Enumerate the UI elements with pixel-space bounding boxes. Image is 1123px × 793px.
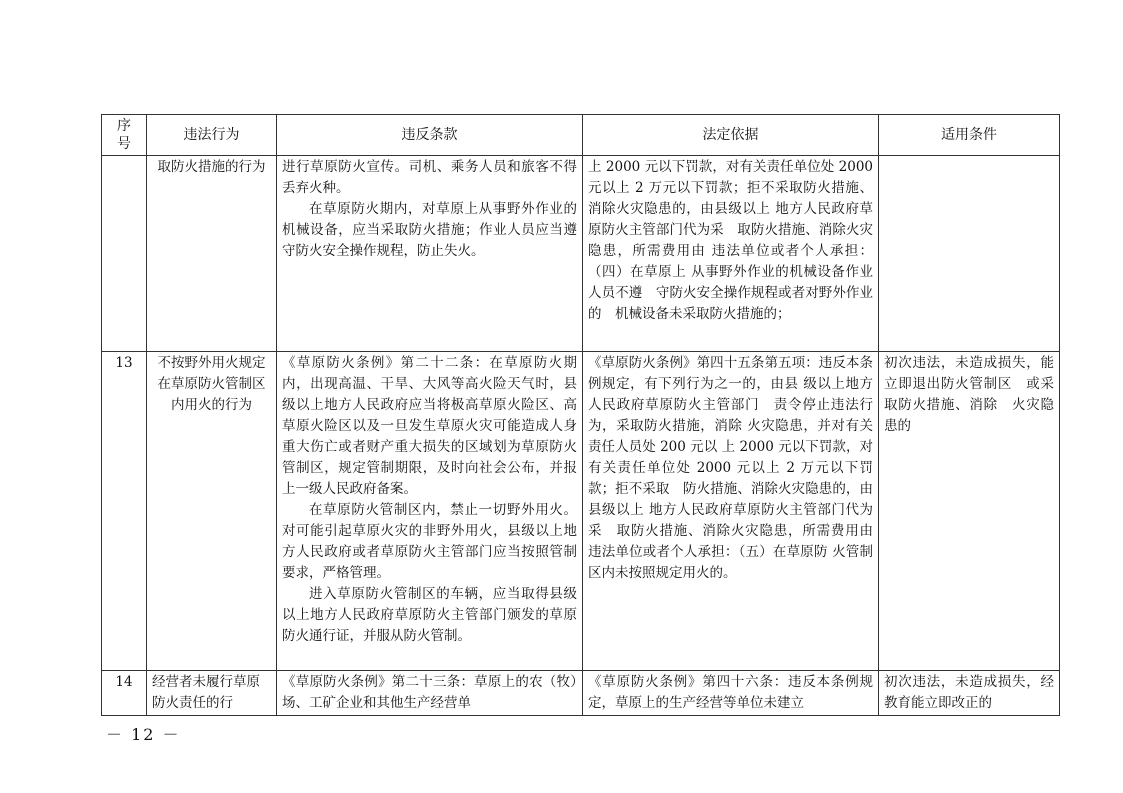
row-behavior: 不按野外用火规定在草原防火管制区内用火的行为 [147,352,277,671]
header-row [102,115,1060,156]
table-row [102,156,1060,352]
row-condition: 初次违法，未造成损失，经教育能立即改正的 [879,671,1060,716]
row-basis: 《草原防火条例》第四十六条：违反本条例规定，草原上的生产经营等单位未建立 [583,671,879,716]
row-clause: 进行草原防火宣传。司机、乘务人员和旅客不得丢弃火种。 在草原防火期内，对草原上从事野外作业的机械设备，应当采取防火措施；作业人员应当遵守防火安全操作规程，防止失火。 [277,156,583,352]
row-basis: 《草原防火条例》第四十五条第五项：违反本条例规定，有下列行为之一的，由县 级以上地方人民政府草原防火主管部门 责令停止违法行为，采取防火措施，消除 火灾隐患，并对有关责任人员处 200 元以 上 2000 元以下罚款，对有关责任单位处 2000 元以上 2 万元以下罚款；拒不采取 防火措施、消除火灾隐患的，由县级以上 地方人民政府草原防火主管部门代为采 取防火措施、消除火灾隐患，所需费用由 违法单位或者个人承担：（五）在草原防 火管制区内未按照规定用火的。 [583,352,879,671]
header-no: 序 号 [102,115,147,156]
header-clause: 违反条款 [277,115,583,156]
row-behavior: 经营者未履行草原防火责任的行 [147,671,277,716]
row-condition [879,156,1060,352]
row-number: 13 [102,352,147,671]
header-basis: 法定依据 [583,115,879,156]
page-number: － 12 － [106,725,181,744]
header-behavior: 违法行为 [147,115,277,156]
table-row [102,352,1060,671]
row-clause: 《草原防火条例》第二十二条：在草原防火期内，出现高温、干旱、大风等高火险天气时，县级以上地方人民政府应当将极高草原火险区、高草原火险区以及一旦发生草原火灾可能造成人身重大伤亡或者财产重大损失的区域划为草原防火管制区，规定管制期限，及时向社会公布，并报上一级人民政府备案。 在草原防火管制区内，禁止一切野外用火。对可能引起草原火灾的非野外用火，县级以上地方人民政府或者草原防火主管部门应当按照管制要求，严格管理。 进入草原防火管制区的车辆，应当取得县级以上地方人民政府草原防火主管部门颁发的草原防火通行证，并服从防火管制。 [277,352,583,671]
regulation-table [101,114,1060,716]
row-number: 14 [102,671,147,716]
table-row [102,671,1060,716]
header-condition: 适用条件 [879,115,1060,156]
row-behavior: 取防火措施的行为 [147,156,277,352]
row-number [102,156,147,352]
row-condition: 初次违法，未造成损失，能立即退出防火管制区 或采取防火措施、消除 火灾隐患的 [879,352,1060,671]
row-basis: 上 2000 元以下罚款，对有关责任单位处 2000 元以上 2 万元以下罚款；拒不采取防火措施、消除火灾隐患的，由县级以上 地方人民政府草原防火主管部门代为采 取防火措施、消除火灾隐患，所需费用由 违法单位或者个人承担：（四）在草原上 从事野外作业的机械设备作业人员不遵 守防火安全操作规程或者对野外作业的 机械设备未采取防火措施的； [583,156,879,352]
row-clause: 《草原防火条例》第二十三条：草原上的农（牧）场、工矿企业和其他生产经营单 [277,671,583,716]
